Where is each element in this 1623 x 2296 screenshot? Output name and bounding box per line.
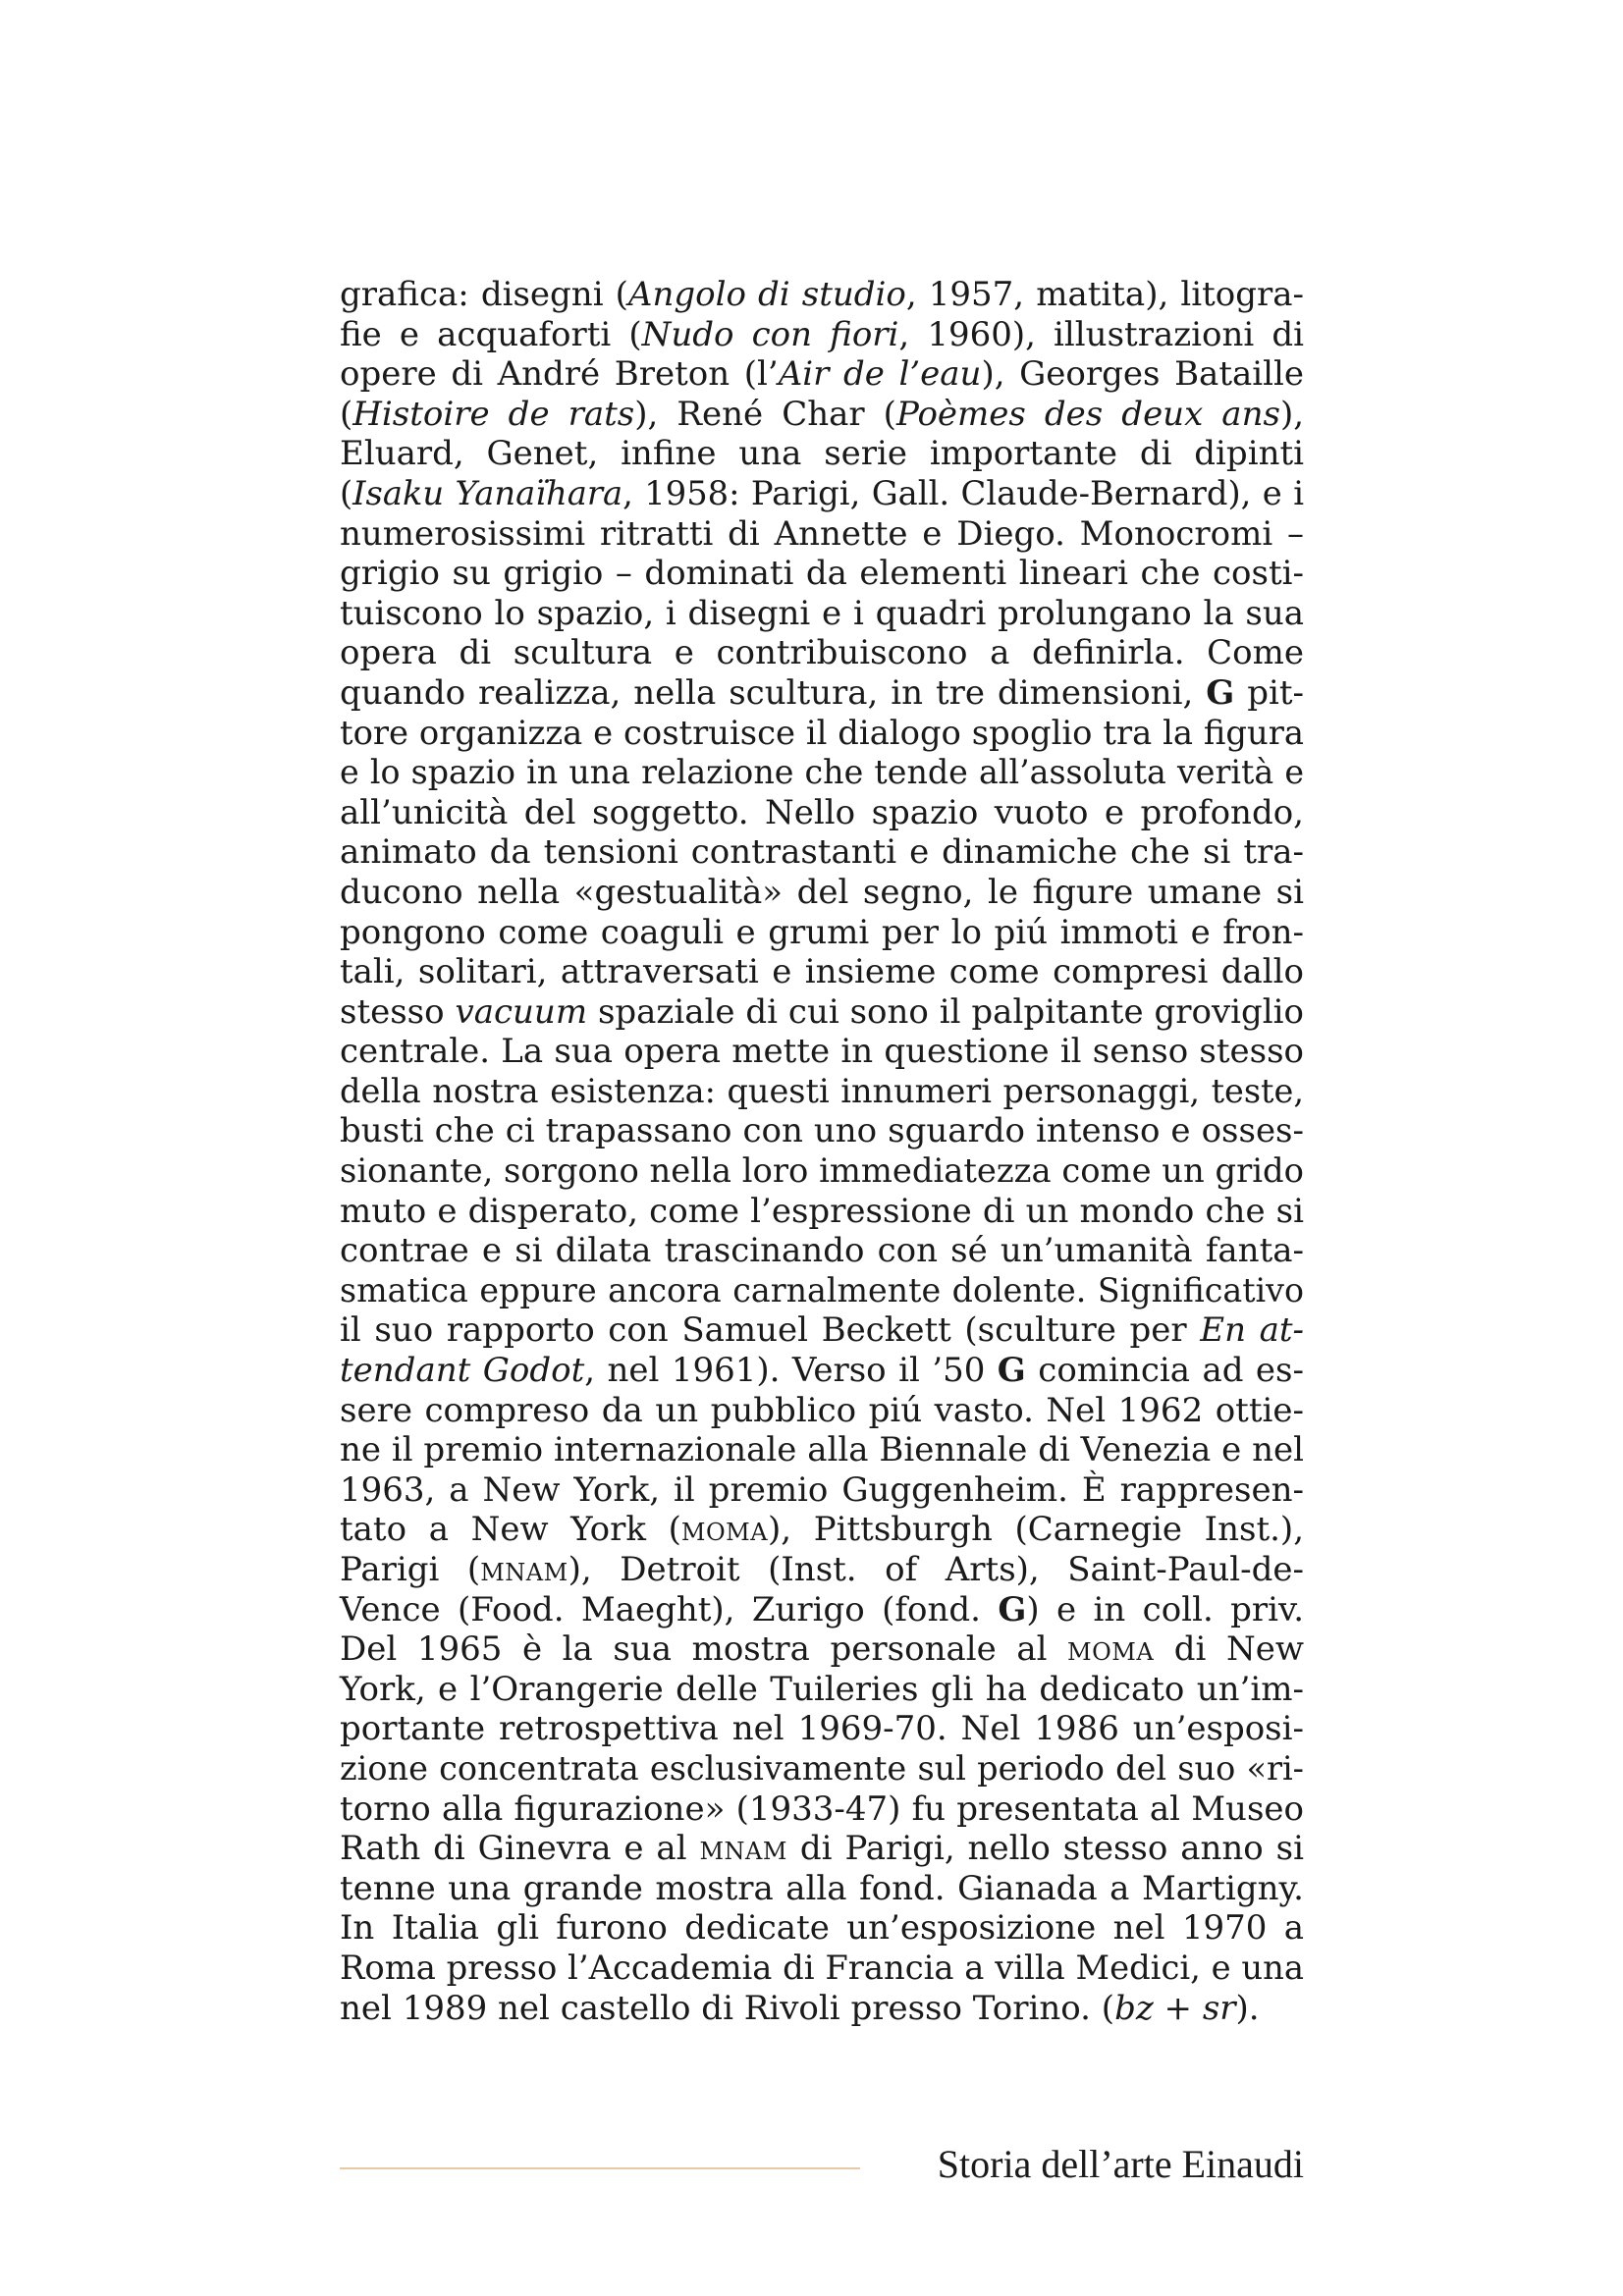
text-line: [340, 753, 1304, 793]
text-line: [340, 1391, 1304, 1431]
text-segment: tuiscono lo spazio, i disegni e i quadri prolungano la sua: [340, 593, 1304, 633]
text-segment: ), Pittsburgh (Carnegie Inst.),: [768, 1510, 1304, 1550]
text-segment: bz + sr: [1114, 1988, 1236, 2028]
text-segment: , 1957, matita), litogra-: [905, 275, 1305, 314]
text-line: [340, 992, 1304, 1033]
text-line: [340, 873, 1304, 913]
text-segment: Poèmes des deux ans: [895, 394, 1280, 434]
text-line: [340, 1829, 1304, 1869]
text-line: [340, 913, 1304, 953]
text-line: [340, 714, 1304, 754]
text-segment: di Parigi, nello stesso anno si: [786, 1829, 1304, 1869]
text-segment: tore organizza e costruisce il dialogo spoglio tra la figura: [340, 713, 1304, 752]
text-line: [340, 1550, 1304, 1590]
text-line: [340, 474, 1304, 514]
text-segment: Roma presso l’Accademia di Francia a villa Medici, e una: [340, 1948, 1304, 1987]
text-segment: grafica: disegni (: [340, 275, 628, 314]
text-line: [340, 1670, 1304, 1710]
text-segment: G: [1206, 672, 1235, 713]
text-line: [340, 1032, 1304, 1072]
text-segment: all’unicità del soggetto. Nello spazio vuoto e profondo,: [340, 792, 1304, 832]
text-segment: Vence (Food. Maeght), Zurigo (fond.: [340, 1589, 999, 1629]
text-segment: torno alla figurazione» (1933-47) fu presentata al Museo: [340, 1789, 1304, 1829]
text-line: [340, 952, 1304, 992]
text-segment: sionante, sorgono nella loro immediatezza come un grido: [340, 1151, 1304, 1191]
text-segment: (: [340, 473, 353, 512]
text-segment: pongono come coaguli e grumi per lo piú immoti e fron-: [340, 912, 1304, 952]
text-line: [340, 554, 1304, 594]
text-segment: Nudo con fiori: [641, 314, 899, 354]
text-line: [340, 354, 1304, 395]
text-line: [340, 793, 1304, 833]
text-line: [340, 1949, 1304, 1989]
footer-rule: [340, 2167, 860, 2169]
text-segment: grigio su grigio – dominati da elementi lineari che costi-: [340, 554, 1304, 594]
text-segment: contrae e si dilata trascinando con sé un’umanità fanta-: [340, 1231, 1304, 1271]
text-line: [340, 1151, 1304, 1192]
text-segment: G: [998, 1589, 1027, 1629]
text-segment: Eluard, Genet, infine una serie importante di dipinti: [340, 434, 1304, 474]
text-line: [340, 1310, 1304, 1351]
text-segment: mnam: [480, 1550, 568, 1589]
text-segment: ), René Char (: [634, 394, 896, 434]
text-segment: York, e l’Orangerie delle Tuileries gli ha dedicato un’im-: [340, 1669, 1304, 1709]
text-line: [340, 673, 1304, 714]
text-segment: ).: [1235, 1988, 1260, 2028]
text-line: [340, 1789, 1304, 1830]
text-segment: busti che ci trapassano con uno sguardo intenso e osses-: [340, 1111, 1304, 1151]
text-line: [340, 1072, 1304, 1112]
text-segment: ), Detroit (Inst. of Arts), Saint-Paul-de-: [568, 1550, 1304, 1589]
text-segment: , 1960), illustrazioni di: [898, 314, 1304, 354]
text-segment: Isaku Yanaïhara: [352, 473, 623, 512]
text-segment: Parigi (: [340, 1550, 481, 1589]
text-segment: (: [340, 394, 353, 434]
text-segment: En at-: [1200, 1310, 1304, 1351]
text-segment: , nel 1961). Verso il ’50: [584, 1351, 998, 1391]
text-segment: ), Georges Bataille: [981, 354, 1304, 395]
text-segment: della nostra esistenza: questi innumeri personaggi, teste,: [340, 1071, 1304, 1110]
text-segment: e lo spazio in una relazione che tende all’assoluta verità e: [340, 753, 1304, 792]
text-segment: smatica eppure ancora carnalmente dolente. Significativo: [340, 1270, 1304, 1309]
text-line: [340, 514, 1304, 555]
text-segment: opera di scultura e contribuiscono a definirla. Come: [340, 633, 1304, 673]
text-segment: comincia ad es-: [1025, 1351, 1304, 1391]
text-segment: centrale. La sua opera mette in questione il senso stesso: [340, 1032, 1304, 1072]
text-segment: sere compreso da un pubblico piú vasto. Nel 1962 ottie-: [340, 1390, 1304, 1430]
text-segment: ne il premio internazionale alla Biennale di Venezia e nel: [340, 1430, 1304, 1470]
text-segment: tato a New York (: [340, 1510, 681, 1550]
text-segment: tenne una grande mostra alla fond. Gianada a Martigny.: [340, 1868, 1304, 1908]
text-segment: ) e in coll. priv.: [1026, 1589, 1305, 1629]
text-line: [340, 1192, 1304, 1232]
text-segment: Histoire de rats: [352, 394, 635, 434]
text-line: [340, 1231, 1304, 1271]
text-segment: pit-: [1234, 672, 1304, 713]
text-line: [340, 315, 1304, 355]
text-line: [340, 1989, 1304, 2029]
text-segment: Rath di Ginevra e al: [340, 1829, 700, 1869]
main-text: [340, 275, 1304, 2028]
text-segment: G: [997, 1351, 1026, 1391]
text-segment: Angolo di studio: [627, 275, 906, 314]
text-segment: moma: [680, 1510, 769, 1550]
text-segment: stesso: [340, 991, 456, 1032]
text-segment: quando realizza, nella scultura, in tre dimensioni,: [340, 672, 1207, 713]
text-segment: portante retrospettiva nel 1969-70. Nel 1986 un’esposi-: [340, 1709, 1304, 1749]
text-line: [340, 1470, 1304, 1511]
text-line: [340, 1430, 1304, 1470]
text-segment: Air de l’eau: [778, 354, 982, 395]
text-line: [340, 1908, 1304, 1949]
text-line: [340, 832, 1304, 873]
text-segment: zione concentrata esclusivamente sul periodo del suo «ri-: [340, 1748, 1304, 1788]
text-line: [340, 594, 1304, 634]
text-line: [340, 1510, 1304, 1550]
text-line: [340, 1629, 1304, 1670]
text-line: [340, 1271, 1304, 1311]
text-segment: ),: [1279, 394, 1305, 434]
text-segment: animato da tensioni contrastanti e dinamiche che si tra-: [340, 832, 1304, 873]
text-line: [340, 1590, 1304, 1630]
text-segment: numerosissimi ritratti di Annette e Diego. Monocromi –: [340, 513, 1304, 554]
text-segment: spaziale di cui sono il palpitante groviglio: [587, 991, 1305, 1032]
text-segment: muto e disperato, come l’espressione di un mondo che si: [340, 1191, 1304, 1231]
text-segment: ducono nella «gestualità» del segno, le figure umane si: [340, 872, 1304, 912]
text-line: [340, 1709, 1304, 1749]
text-segment: di New: [1154, 1629, 1304, 1670]
text-line: [340, 1111, 1304, 1151]
text-line: [340, 1869, 1304, 1909]
text-line: [340, 275, 1304, 315]
text-segment: moma: [1067, 1629, 1155, 1670]
text-line: [340, 1351, 1304, 1391]
text-segment: opere di André Breton (l’: [340, 354, 779, 395]
text-segment: mnam: [699, 1829, 787, 1869]
text-line: [340, 434, 1304, 474]
text-segment: fie e acquaforti (: [340, 314, 642, 354]
footer-title: Storia dell’arte Einaudi: [937, 2142, 1304, 2186]
text-segment: Del 1965 è la sua mostra personale al: [340, 1629, 1068, 1670]
text-segment: In Italia gli furono dedicate un’esposizione nel 1970 a: [340, 1908, 1304, 1949]
text-line: [340, 395, 1304, 435]
text-segment: tali, solitari, attraversati e insieme come compresi dallo: [340, 952, 1304, 992]
text-segment: vacuum: [455, 991, 588, 1032]
text-line: [340, 1749, 1304, 1789]
page-footer: [340, 2140, 1304, 2199]
text-segment: 1963, a New York, il premio Guggenheim. È rappresen-: [340, 1469, 1304, 1510]
text-segment: il suo rapporto con Samuel Beckett (sculture per: [340, 1310, 1201, 1351]
text-segment: nel 1989 nel castello di Rivoli presso Torino. (: [340, 1988, 1115, 2028]
text-segment: tendant Godot: [340, 1351, 585, 1391]
text-line: [340, 633, 1304, 673]
text-segment: , 1958: Parigi, Gall. Claude-Bernard), e i: [622, 473, 1304, 512]
